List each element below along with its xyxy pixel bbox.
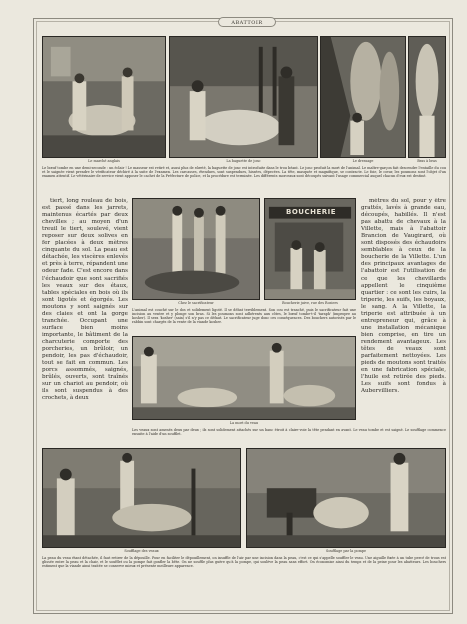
caption-baguette-jonc: La baguette de jonc (226, 159, 261, 163)
photo-sacrificateur (132, 198, 260, 300)
top-descriptive-text: Le bœuf tombe en une demi-seconde : un éclair ! Le masseur est retiré et, aussi plus de sûreté, la baguette de jonc est introduite dans le trou béant. Le jonc produit la mort de l'animal. Le maître-garçon fait descendre l'entaille du cou et le saignée vient prendre le vérificateur déchiré à la suite de l'examen. Les carcasses, étendues, sont suspendues, hissées, dépecées. La tête, masquée et magnifique, se contracte. Le foie, le cœur, les poumons sont l'objet d'un examen attentif. Le vétérinaire de service vient apposer le cachet de la Préfecture de police, et la procédure est terminée. Les différents morceaux sont découpés suivant l'usage commercial auquel chacun d'eux est destiné. (42, 166, 446, 179)
photo-boucherie-juive (264, 198, 356, 300)
photo-baguette-jonc (169, 36, 318, 158)
caption-soufflage-veaux: Soufflage des veaux (124, 549, 159, 553)
mid-descriptive-text: L'animal est couché sur le dos et solidement ligoté. Il se débat terriblement. Son cou est tranché, puis le sacrificateur fait une incision au ventre et y plonge son bras. Si les poumons sont adhérents aux côtes, le bœuf tombe-t-il 'taraph' (impropre au kosher). Il sera 'kosher' (sain) s'il n'y pas ce défaut. Le sacrificateur juge donc ces conséquences. Des bouchers autorisés par le rabbin sont chargés de la vente de la viande kosher. (132, 308, 356, 325)
caption-sacrificateur: Chez le sacrificateur (178, 301, 214, 305)
page-header-label: ABATTOIR (218, 17, 276, 27)
photo-marche-anglais (42, 36, 166, 158)
photo-soufflage-veaux (42, 448, 241, 548)
boucherie-sign: BOUCHERIE (285, 208, 337, 216)
caption-mort-du-veau: La mort du veau (229, 421, 259, 425)
caption-dressage: Le dressage (352, 159, 374, 163)
photo-soufflage-pompe (246, 448, 446, 548)
photo-mort-du-veau (132, 336, 356, 420)
right-column-text (361, 198, 446, 442)
photo-bras-a-bras (408, 36, 446, 158)
right-column-paragraph: mètres du sol, pour y être grattés, lavés à grande eau, découpés, habillés. Il n'est pas abattu de chevaux à la Villette, mais à l'abattoir Brancion de Vaugirard, où sont disposés des échaudoirs semblables à ceux de la boucherie de la Villette. L'un des principaux avantages de l'abattoir est l'utilisation de ce que les chevillards appellent le cinquième quartier : ce sont les cuirs, la triperie, les suifs, les boyaux, le sang. A la Villette, la triperie est attribuée à un entrepreneur qui, grâce à une installation mécanique bien comprise, en tire un rendement avantageux. Les têtes de veaux sont parfaitement nettoyées. Les pieds de moutons sont traités en une fabrication spéciale, l'huile est retirée des pieds. Les suifs sont fondus à Aubervilliers. (361, 198, 446, 395)
bottom-descriptive-text: La peau du veau étant détachée, il faut retirer de la dépouille. Pour en faciliter le dépouillement, on insuffle de l'air par une incision dans la peau, c'est ce qui s'appelle souffler le veau. Une aiguille fixée à un tube percé de trous est glissée entre la peau et la chair, et le soufflet ou la pompe fait gonfler la bête. On ne souffle plus guère qu'à la pompe, qui soulève la peau sans effort. On économise ainsi du temps et de la peine pour les abatteurs. Les bouchers estiment que la viande ainsi traitée se conserve mieux et présente meilleure apparence. (42, 556, 446, 569)
caption-boucherie-juive: Boucherie juive, rue des Rosiers (282, 301, 338, 305)
caption-marche-anglais: Le marché anglais (88, 159, 120, 163)
photo-dressage (320, 36, 406, 158)
left-column-text (42, 198, 128, 442)
veau-descriptive-text: Les veaux sont amenés deux par deux ; ils sont solidement attachés sur un banc étroit à claire-voie la tête pendant en avant. Le veau tombe et est saigné. Le soufflage commence ensuite à l'aide d'un soufflet. (132, 428, 446, 437)
caption-soufflage-pompe: Soufflage par la pompe (326, 549, 366, 553)
left-column-paragraph: tiert, long rouleau de bois, est passé dans les jarrets, maintenus écartés par deux chevilles ; au moyen d'un treuil le tiert, soulevé, vient reposer sur deux solives en fer placées à deux mètres cinquante du sol. La peau est détachée, les viscères enlevés et près à terre, répandent une odeur fade. C'est encore dans l'échaudoir que sont sacrifiés les veaux sur des étaux, tables spéciales en bois où ils sont ligotés et égorgés. Les moutons y sont saignés sur des claies et ont la gorge tranchée. Occupant une surface bien moins importante, le bâtiment de la charcuterie comporte des porcheries, un brûloir, un pendoir, les pas d'échaudoir, tout se fait en commun. Les porcs assommés, saignés, brûlés, ouverts, sont traînés sur un chariot au pendoir, où ils sont suspendus à des crochets, à deux (42, 198, 128, 402)
caption-bras-a-bras: Bras à bras (417, 159, 437, 163)
